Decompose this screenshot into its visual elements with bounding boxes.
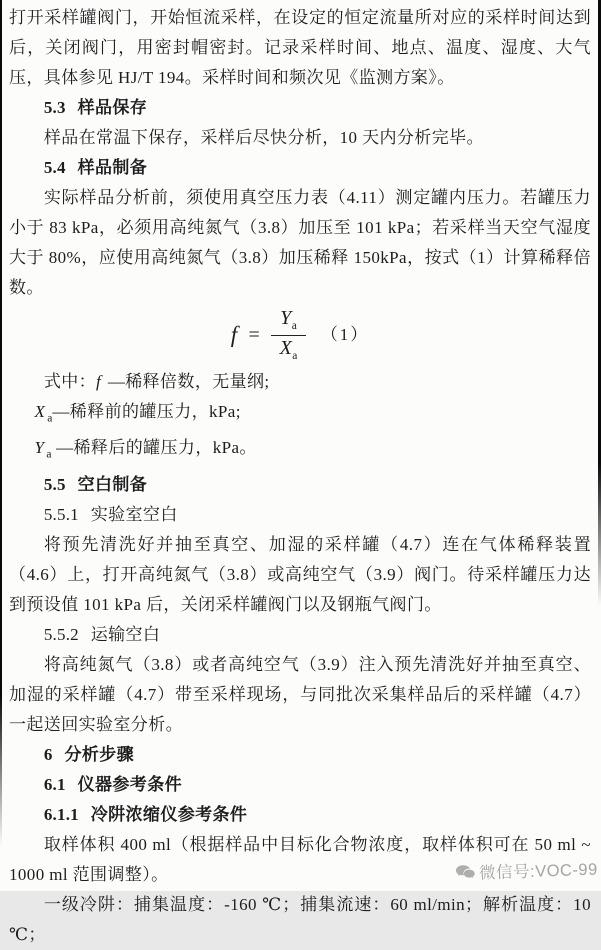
heading-title: 实验室空白 xyxy=(90,504,178,524)
heading-number: 5.4 xyxy=(43,158,66,177)
heading-5-5-2 xyxy=(9,620,591,650)
heading-6 xyxy=(9,740,591,770)
heading-5-5-1 xyxy=(9,500,591,530)
definition-pressure-before xyxy=(9,397,591,433)
heading-title: 空白制备 xyxy=(77,474,148,494)
heading-6-1 xyxy=(9,770,591,800)
denominator-subscript: a xyxy=(292,349,298,362)
denominator-variable: X xyxy=(279,336,293,359)
numerator-variable: Y xyxy=(280,307,292,330)
heading-number: 6 xyxy=(43,744,53,764)
heading-number: 5.5 xyxy=(43,474,66,494)
fraction-numerator xyxy=(271,307,306,335)
heading-number: 6.1.1 xyxy=(43,804,79,824)
paragraph-transport-blank: 将高纯氮气（3.8）或者高纯空气（3.9）注入预先清洗好并抽至真空、加湿的采样罐（4.7）带至采样现场，与同批次采集样品后的采样罐（4.7）一起送回实验室分析。 xyxy=(9,654,591,734)
definition-variable-f: f xyxy=(96,372,102,391)
heading-5-3 xyxy=(9,93,591,123)
heading-title: 样品制备 xyxy=(77,158,148,177)
heading-5-5 xyxy=(9,470,591,500)
watermark xyxy=(455,856,598,885)
heading-number: 5.5.1 xyxy=(43,504,79,524)
heading-title: 运输空白 xyxy=(90,624,161,644)
heading-number: 5.5.2 xyxy=(43,624,79,644)
definition-text: —稀释倍数，无量纲; xyxy=(103,372,270,391)
heading-title: 分析步骤 xyxy=(64,744,135,764)
paragraph-sample-volume: 取样体积 400 ml（根据样品中目标化合物浓度，取样体积可在 50 ml ~ 1000 ml 范围调整）。 xyxy=(9,834,591,884)
paragraph-laboratory-blank: 将预先清洗好并抽至真空、加湿的采样罐（4.7）连在气体稀释装置（4.6）上，打开高纯氮气（3.8）或高纯空气（3.9）阀门。待采样罐压力达到预设值 101 kPa 后，关闭采样罐阀门以及钢瓶气阀门。 xyxy=(9,534,591,614)
definition-text: —稀释前的罐压力，kPa; xyxy=(52,402,241,421)
equation-lhs-variable: f xyxy=(230,322,238,347)
heading-number: 6.1 xyxy=(43,774,66,794)
definition-pressure-after xyxy=(9,433,591,469)
heading-6-1-1 xyxy=(9,800,591,830)
definition-lead: 式中： xyxy=(43,372,97,391)
paragraph-sample-storage: 样品在常温下保存，采样后尽快分析，10 天内分析完毕。 xyxy=(43,128,484,147)
heading-title: 冷阱浓缩仪参考条件 xyxy=(90,804,248,824)
paragraph-sampling-procedure: 打开采样罐阀门，开始恒流采样，在设定的恒定流量所对应的采样时间达到后，关闭阀门，用密封帽密封。记录采样时间、地点、温度、湿度、大气压，具体参见 HJ/T 194。采样时间和频次见《监测方案》。 xyxy=(9,8,591,87)
heading-number: 5.3 xyxy=(43,98,66,117)
numerator-subscript: a xyxy=(291,320,297,333)
paragraph-sample-preparation: 实际样品分析前，须使用真空压力表（4.11）测定罐内压力。若罐压力小于 83 kPa，必须用高纯氮气（3.8）加压至 101 kPa；若采样当天空气湿度大于 80%，应使用高纯氮气（3.8）加压稀释 150kPa，按式（1）计算稀释倍数。 xyxy=(9,188,591,297)
heading-title: 仪器参考条件 xyxy=(77,774,182,794)
equation-fraction xyxy=(271,307,306,362)
heading-title: 样品保存 xyxy=(77,98,148,117)
equation-number: （1） xyxy=(320,325,370,344)
heading-5-4 xyxy=(9,153,591,183)
definition-variable-y: Y xyxy=(34,438,45,458)
watermark-text: 微信号:VOC-99 xyxy=(479,860,599,883)
definition-variable-x: X xyxy=(34,402,46,421)
variable-subscript: a xyxy=(47,412,53,425)
fraction-denominator xyxy=(280,336,298,363)
equals-sign: = xyxy=(248,324,261,346)
variable-subscript: a xyxy=(46,448,52,461)
wechat-icon xyxy=(455,863,476,881)
definition-text: —稀释后的罐压力，kPa。 xyxy=(51,438,257,458)
paragraph-cold-trap-conditions: 一级冷阱：捕集温度：-160 ℃；捕集流速：60 ml/min；解析温度：10 ℃； xyxy=(9,894,591,944)
definition-dilution-factor xyxy=(9,367,591,397)
equation-1 xyxy=(9,303,591,367)
